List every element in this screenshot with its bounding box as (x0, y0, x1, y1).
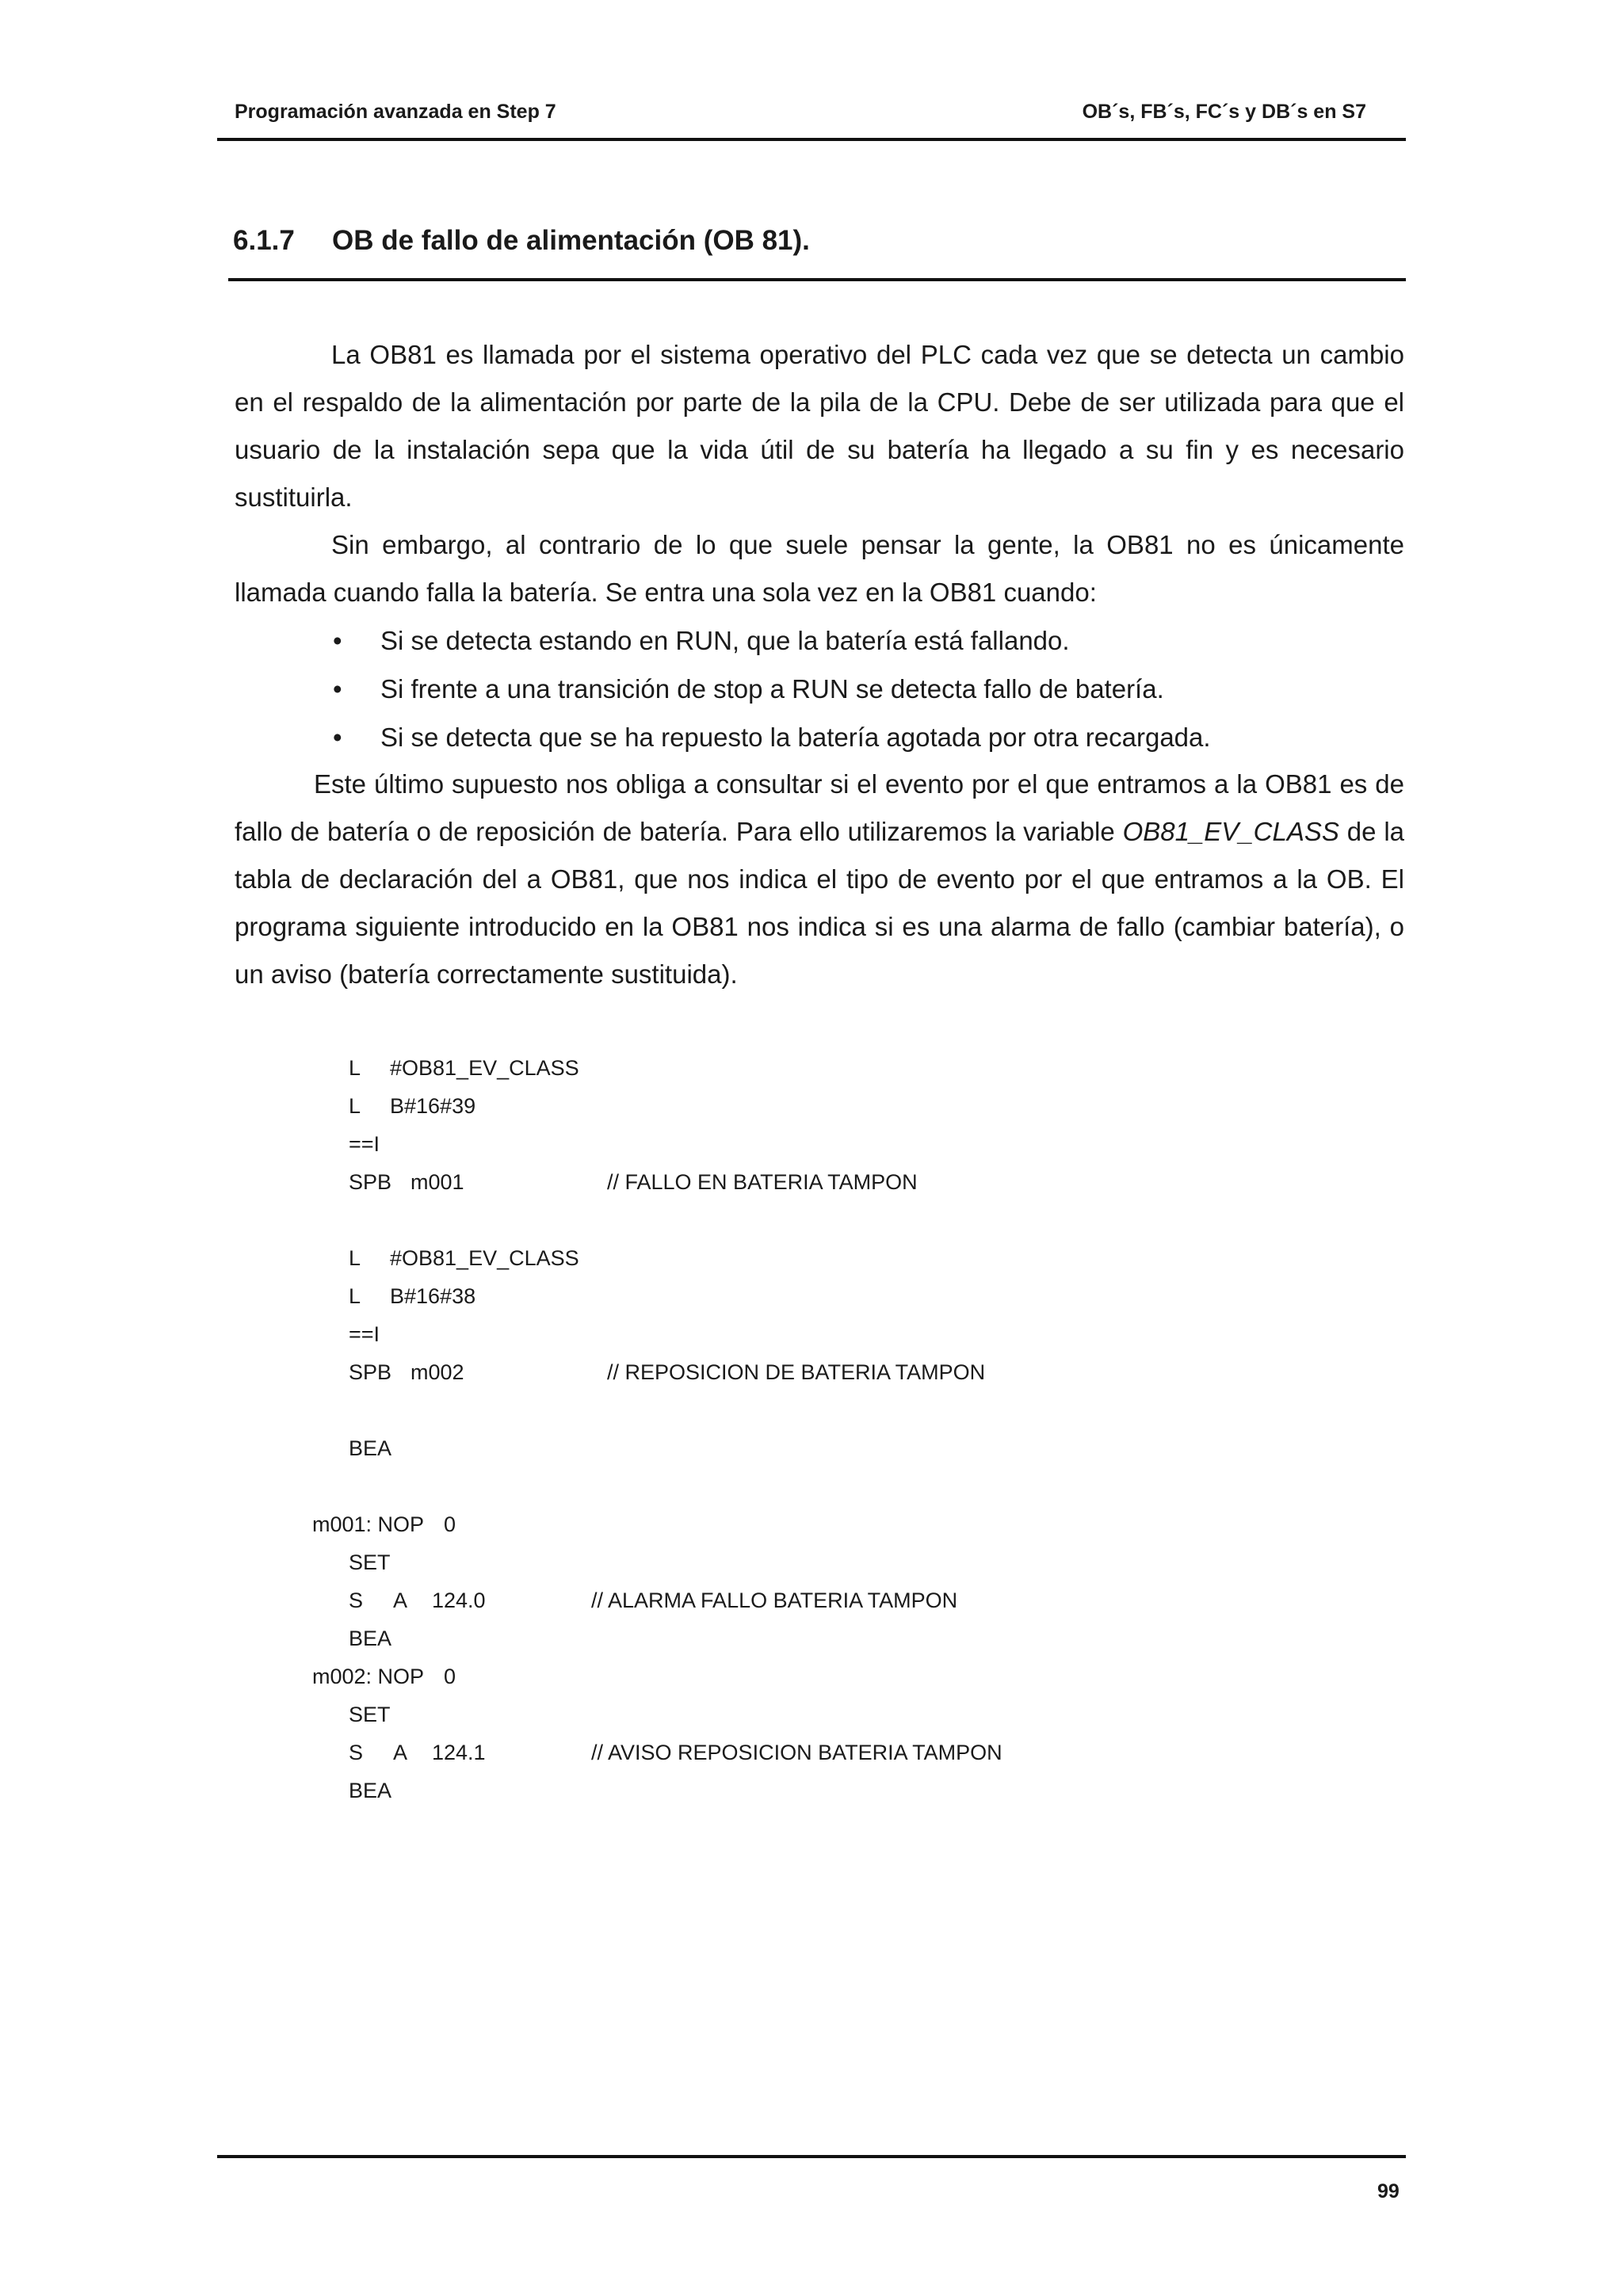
bullet-icon: • (333, 723, 342, 752)
code-arg: B#16#38 (390, 1284, 476, 1308)
header-chapter-title: OB´s, FB´s, FC´s y DB´s en S7 (1082, 101, 1366, 123)
section-rule (228, 278, 1406, 281)
code-arg: m001 (411, 1170, 464, 1194)
section-number: 6.1.7 (233, 225, 295, 256)
list-item-text: Si frente a una transición de stop a RUN se detecta fallo de batería. (380, 674, 1164, 704)
header-book-title: Programación avanzada en Step 7 (235, 101, 556, 123)
code-arg: 124.0 (432, 1589, 486, 1612)
code-arg: 0 (444, 1512, 456, 1536)
section-title: OB de fallo de alimentación (OB 81). (332, 225, 810, 256)
paragraph-text: de la tabla de declaración del a OB81, que nos indica el tipo de evento por el que entramos a la OB. El programa siguiente introducido en la OB81 nos indica si es una alarma de fallo (cambiar batería), o un aviso (batería correctamente sustituida). (235, 817, 1405, 989)
code-op: L (349, 1094, 361, 1118)
bullet-list (235, 616, 1404, 761)
footer-rule (217, 2155, 1406, 2158)
code-op: SET (349, 1550, 391, 1574)
code-op: S (349, 1589, 364, 1612)
paragraph-cases: Sin embargo, al contrario de lo que suele pensar la gente, la OB81 no es únicamente llamada cuando falla la batería. Se entra una sola vez en la OB81 cuando: (235, 530, 1404, 607)
code-comment: // FALLO EN BATERIA TAMPON (607, 1170, 918, 1194)
code-comment: // REPOSICION DE BATERIA TAMPON (607, 1360, 986, 1384)
code-op: BEA (349, 1779, 392, 1802)
variable-name: OB81_EV_CLASS (1122, 817, 1339, 846)
paragraph-intro: La OB81 es llamada por el sistema operativo del PLC cada vez que se detecta un cambio en el respaldo de la alimentación por parte de la pila de la CPU. Debe de ser utilizada para que el usuario de la instalación sepa que la vida útil de su batería ha llegado a su fin y es necesario sustituirla. (235, 340, 1404, 512)
code-op: L (349, 1284, 361, 1308)
code-label: m002: NOP (312, 1665, 425, 1688)
code-arg: B#16#39 (390, 1094, 476, 1118)
list-item-text: Si se detecta estando en RUN, que la batería está fallando. (380, 626, 1070, 655)
code-op: SPB (349, 1170, 392, 1194)
section-heading (233, 225, 810, 257)
code-op: ==I (349, 1132, 380, 1156)
list-item (235, 713, 1404, 761)
running-header (217, 95, 1406, 135)
page-number: 99 (1377, 2180, 1400, 2203)
code-comment: // AVISO REPOSICION BATERIA TAMPON (591, 1741, 1002, 1764)
list-item-text: Si se detecta que se ha repuesto la batería agotada por otra recargada. (380, 723, 1211, 752)
code-op: S (349, 1741, 364, 1764)
bullet-icon: • (333, 674, 342, 704)
code-op: L (349, 1056, 361, 1080)
code-comment: // ALARMA FALLO BATERIA TAMPON (591, 1589, 958, 1612)
list-item (235, 665, 1404, 713)
code-op: SPB (349, 1360, 392, 1384)
code-op: ==I (349, 1322, 380, 1346)
bullet-icon: • (333, 626, 342, 655)
code-op: BEA (349, 1436, 392, 1460)
paragraph-program (235, 761, 1404, 998)
code-arg: #OB81_EV_CLASS (390, 1056, 579, 1080)
code-op: SET (349, 1703, 391, 1726)
code-label: m001: NOP (312, 1512, 425, 1536)
code-arg: m002 (411, 1360, 464, 1384)
header-rule (217, 138, 1406, 141)
code-op: BEA (349, 1627, 392, 1650)
code-op: L (349, 1246, 361, 1270)
paragraph-text: Este último supuesto nos obliga a consultar si el evento por el que entramos a la OB81 es de fallo de batería o de reposición de batería. Para ello utilizaremos la variable (235, 769, 1404, 846)
code-addr: A (393, 1741, 408, 1764)
code-addr: A (393, 1589, 408, 1612)
code-arg: #OB81_EV_CLASS (390, 1246, 579, 1270)
list-item (235, 616, 1404, 665)
code-arg: 0 (444, 1665, 456, 1688)
code-arg: 124.1 (432, 1741, 486, 1764)
